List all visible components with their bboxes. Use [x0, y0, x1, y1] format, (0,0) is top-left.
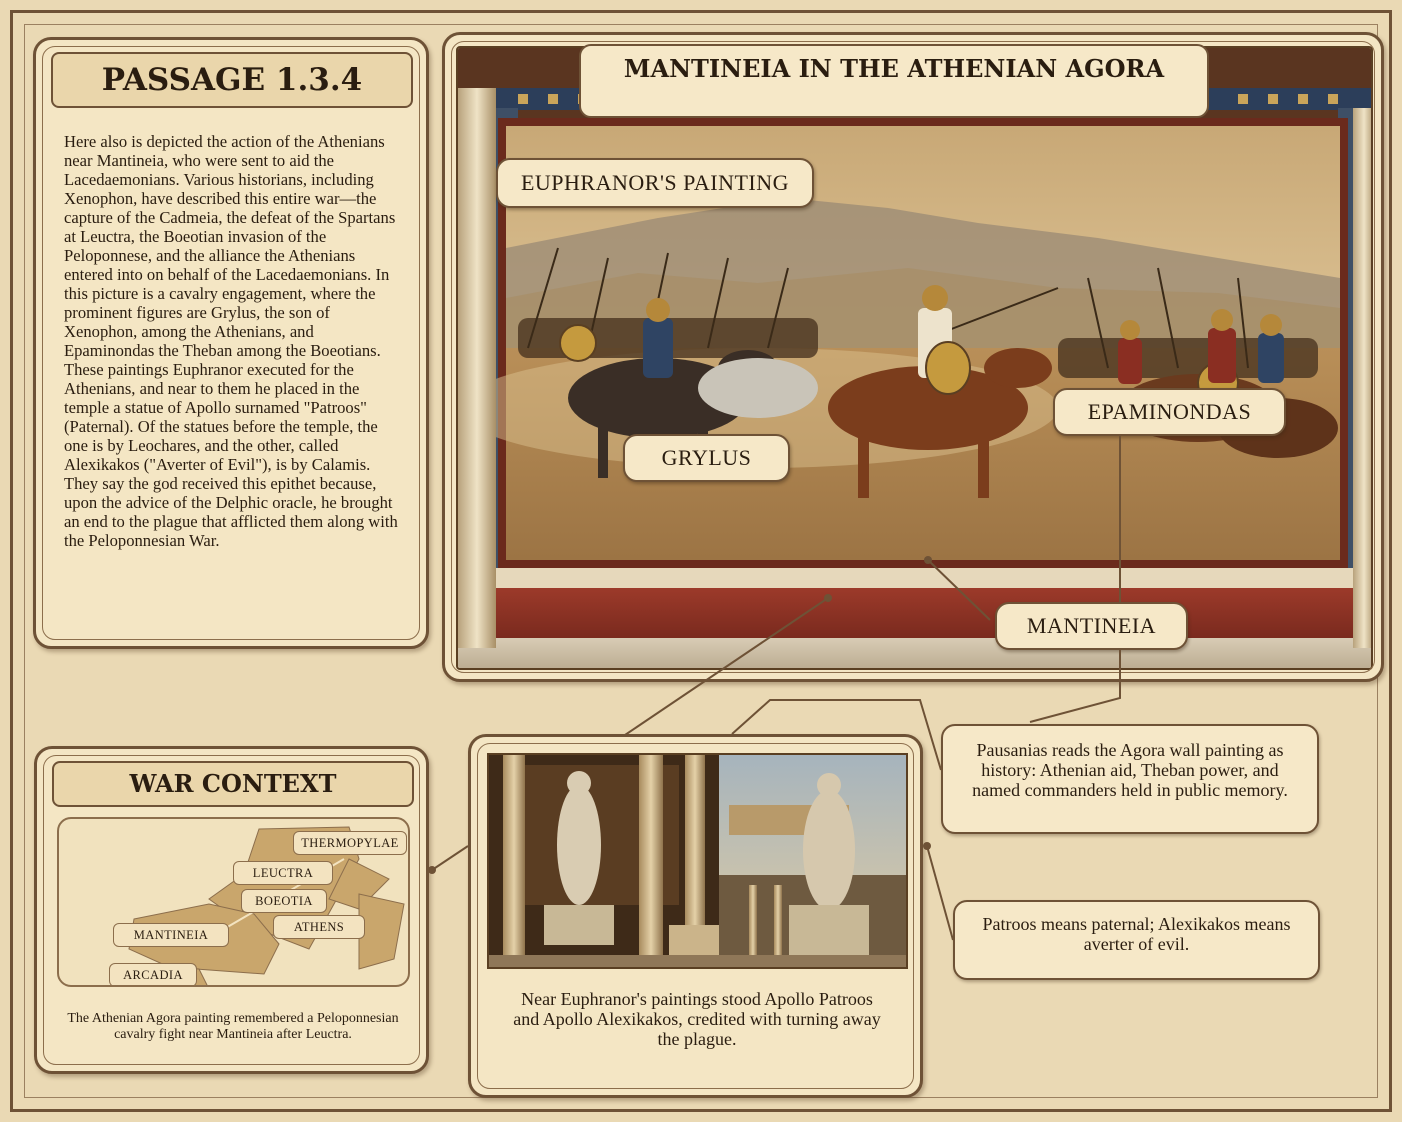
map-label-athens: ATHENS [273, 915, 365, 939]
apollo-statues-image [487, 753, 908, 969]
map-label-arcadia: ARCADIA [109, 963, 197, 987]
epithets-note: Patroos means paternal; Alexikakos means averter of evil. [953, 900, 1320, 980]
passage-title: PASSAGE 1.3.4 [51, 52, 413, 108]
war-context-map [57, 817, 410, 987]
war-context-caption: The Athenian Agora painting remembered a Peloponnesian cavalry fight near Mantineia after Leuctra. [67, 1011, 399, 1042]
map-label-thermopylae: THERMOPYLAE [293, 831, 407, 855]
label-euphranor-painting: EUPHRANOR'S PAINTING [496, 158, 814, 208]
label-epaminondas: EPAMINONDAS [1053, 388, 1286, 436]
map-label-leuctra: LEUCTRA [233, 861, 333, 885]
battle-painting [456, 46, 1373, 670]
painting-title: MANTINEIA IN THE ATHENIAN AGORA [579, 44, 1209, 118]
apollo-panel [468, 734, 923, 1098]
passage-text: Here also is depicted the action of the Athenians near Mantineia, who were sent to aid the Lacedaemonians. Various historians, including Xenophon, have described this entire war—the capture of the Cadmeia, the defeat of the Spartans at Leuctra, the Boeotian invasion of the Peloponnese, and the alliance the Athenians entered into on behalf of the Lacedaemonians. In this picture is a cavalry engagement, where the prominent figures are Grylus, the son of Xenophon, among the Athenians, and Epaminondas the Theban among the Boeotians. These paintings Euphranor executed for the Athenians, and near to them he placed in the temple a statue of Apollo surnamed "Patroos" (Paternal). Of the statues before the temple, the one is by Leochares, and the other, called Alexikakos ("Averter of Evil"), is by Calamis. They say the god received this epithet because, upon the advice of the Delphic oracle, he brought an end to the plague that afflicted them along with the Peloponnesian War. [64, 132, 398, 550]
apollo-caption: Near Euphranor's paintings stood Apollo Patroos and Apollo Alexikakos, credited with turning away the plague. [513, 989, 881, 1049]
map-label-mantineia: MANTINEIA [113, 923, 229, 947]
apollo-statues-svg [489, 755, 908, 969]
battle-scene-svg [458, 48, 1373, 670]
war-context-panel [34, 746, 429, 1074]
map-label-boeotia: BOEOTIA [241, 889, 327, 913]
passage-panel [33, 37, 429, 649]
history-note: Pausanias reads the Agora wall painting as history: Athenian aid, Theban power, and named commanders held in public memory. [941, 724, 1319, 834]
painting-panel [442, 32, 1384, 682]
label-mantineia: MANTINEIA [995, 602, 1188, 650]
war-context-title: WAR CONTEXT [52, 761, 414, 807]
label-grylus: GRYLUS [623, 434, 790, 482]
